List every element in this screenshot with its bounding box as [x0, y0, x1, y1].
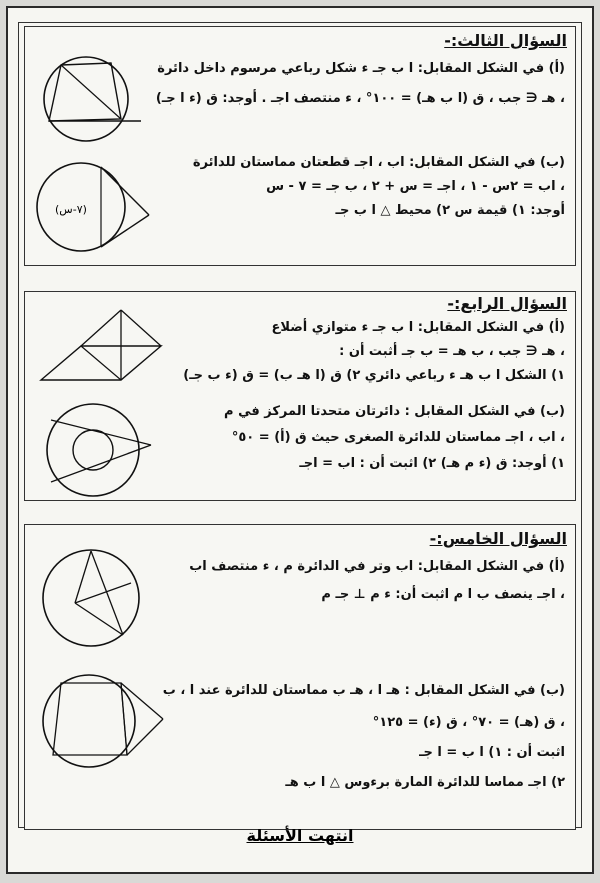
q4-b-line1: (ب) في الشكل المقابل : دائرتان متحدتا المركز في م [224, 404, 565, 419]
q4-a-line3: ١) الشكل ا ب هـ ء رباعي دائري ٢) ق (ا هـ ب) = ق (ء ب جـ) [183, 368, 565, 383]
q5-a-line2: ، اجـ ينصف ب ا م اثبت أن: ء م ⊥ جـ م [321, 587, 565, 602]
q3-b-line3: أوجد: ١) قيمة س ٢) محيط △ ا ب جـ [335, 203, 565, 218]
question-5-box [24, 524, 576, 830]
q5-b-line3: اثبت أن : ١) ا ب = ا جـ [419, 745, 565, 760]
q5-figure-b [31, 665, 171, 775]
q4-a-line1: (أ) في الشكل المقابل: ا ب جـ ء متوازي أضلاع [271, 320, 565, 335]
q3-a-line2: ، هـ ∈ جب ، ق (ا ب هـ) = ١٠٠° ، ء منتصف اجـ . أوجد: ق (ء ا جـ) [155, 91, 565, 106]
q5-b-line2: ، ق (هـ) = ٧٠° ، ق (ء) = ١٢٥° [372, 715, 565, 730]
q5-b-line1: (ب) في الشكل المقابل : هـ ا ، هـ ب مماستان للدائرة عند ا ، ب [162, 683, 565, 698]
q4-figure-a [31, 300, 181, 396]
q3-figure-a [31, 49, 151, 149]
question-3-title: السؤال الثالث:- [444, 31, 567, 50]
q4-b-line2: ، اب ، اجـ مماستان للدائرة الصغرى حيث ق (أ) = ٥٠° [231, 430, 565, 445]
question-4-box [24, 291, 576, 501]
q3-figure-b [31, 155, 161, 259]
q4-figure-b [31, 400, 171, 498]
exam-end-text: انتهت الأسئلة [246, 826, 354, 845]
q3-a-line1: (أ) في الشكل المقابل: ا ب جـ ء شكل رباعي مرسوم داخل دائرة [157, 61, 565, 76]
q3-b-line1: (ب) في الشكل المقابل: اب ، اجـ قطعتان مماستان للدائرة [192, 155, 565, 170]
q4-b-line3: ١) أوجد: ق (ء م هـ) ٢) اثبت أن : اب = اجـ [299, 456, 565, 471]
q3-b-line2: ، اب = ٢س - ١ ، اجـ = س + ٢ ، ب جـ = ٧ - س [266, 179, 565, 194]
q5-figure-a [31, 543, 151, 653]
question-3-box [24, 26, 576, 266]
q4-a-line2: ، هـ ∈ جب ، ب هـ = ب جـ أثبت أن : [339, 344, 565, 359]
q5-b-line4: ٢) اجـ مماسا للدائرة المارة برءوس △ ا ب هـ [285, 775, 565, 790]
q5-a-line1: (أ) في الشكل المقابل: اب وتر في الدائرة م ، ء منتصف اب [189, 559, 565, 574]
q3-figure-b-label: (٧-س) [55, 203, 87, 216]
question-5-title: السؤال الخامس:- [429, 529, 567, 548]
exam-sheet [6, 6, 594, 874]
question-4-title: السؤال الرابع:- [447, 294, 567, 313]
